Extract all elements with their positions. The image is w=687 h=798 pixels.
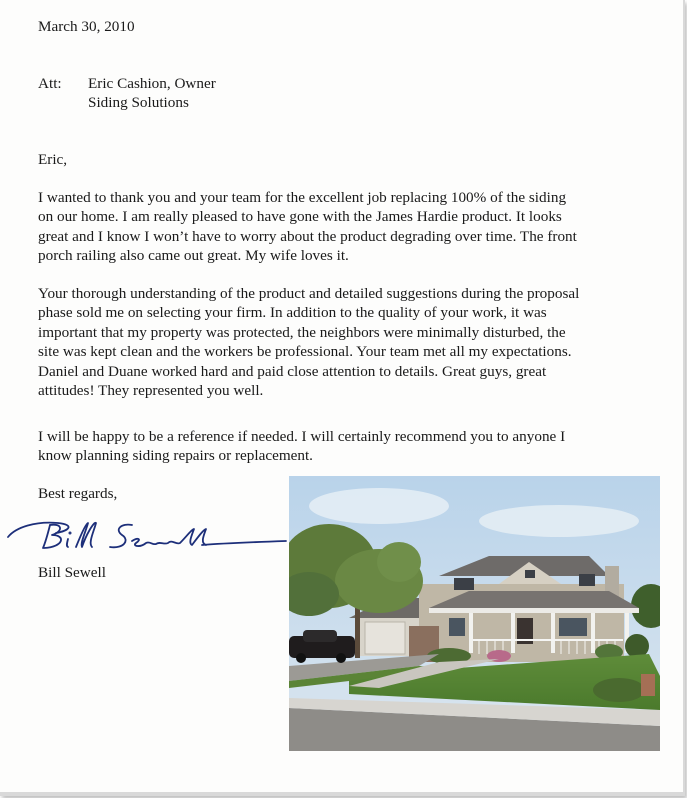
paragraph-line: porch railing also came out great. My wife loves it. <box>38 247 349 265</box>
paragraph-line: important that my property was protected, the neighbors were minimally disturbed, the <box>38 323 566 341</box>
attention-company: Siding Solutions <box>88 94 189 111</box>
attention-label: Att: <box>38 75 62 92</box>
paragraph-line: great and I know I won’t have to worry about the product degrading over time. The front <box>38 227 577 245</box>
paragraph-reference <box>38 427 678 466</box>
house-photo-illustration <box>289 476 660 751</box>
letter-date: March 30, 2010 <box>38 18 135 35</box>
paragraph-line: attitudes! They represented you well. <box>38 382 264 400</box>
attention-name: Eric Cashion, Owner <box>88 75 216 92</box>
paragraph-line: know planning siding repairs or replacement. <box>38 447 313 465</box>
greeting: Eric, <box>38 151 68 168</box>
paragraph-line: Daniel and Duane worked hard and paid close attention to details. Great guys, great <box>38 362 547 380</box>
closing: Best regards, <box>38 485 118 502</box>
paragraph-thanks <box>38 188 678 266</box>
paragraph-line: on our home. I am really pleased to have gone with the James Hardie product. It looks <box>38 208 562 226</box>
paragraph-line: site was kept clean and the workers be professional. Your team met all my expectations. <box>38 343 572 361</box>
signer-name: Bill Sewell <box>38 564 106 581</box>
house-photo <box>289 476 660 751</box>
paragraph-line: Your thorough understanding of the product and detailed suggestions during the proposal <box>38 285 580 302</box>
signature-drawing <box>6 515 288 555</box>
paragraph-line: I will be happy to be a reference if needed. I will certainly recommend you to anyone I <box>38 428 566 445</box>
handwritten-signature <box>6 515 288 555</box>
paragraph-service <box>38 284 678 400</box>
paragraph-line: I wanted to thank you and your team for the excellent job replacing 100% of the siding <box>38 189 567 206</box>
paragraph-line: phase sold me on selecting your firm. In addition to the quality of your work, it was <box>38 304 547 322</box>
